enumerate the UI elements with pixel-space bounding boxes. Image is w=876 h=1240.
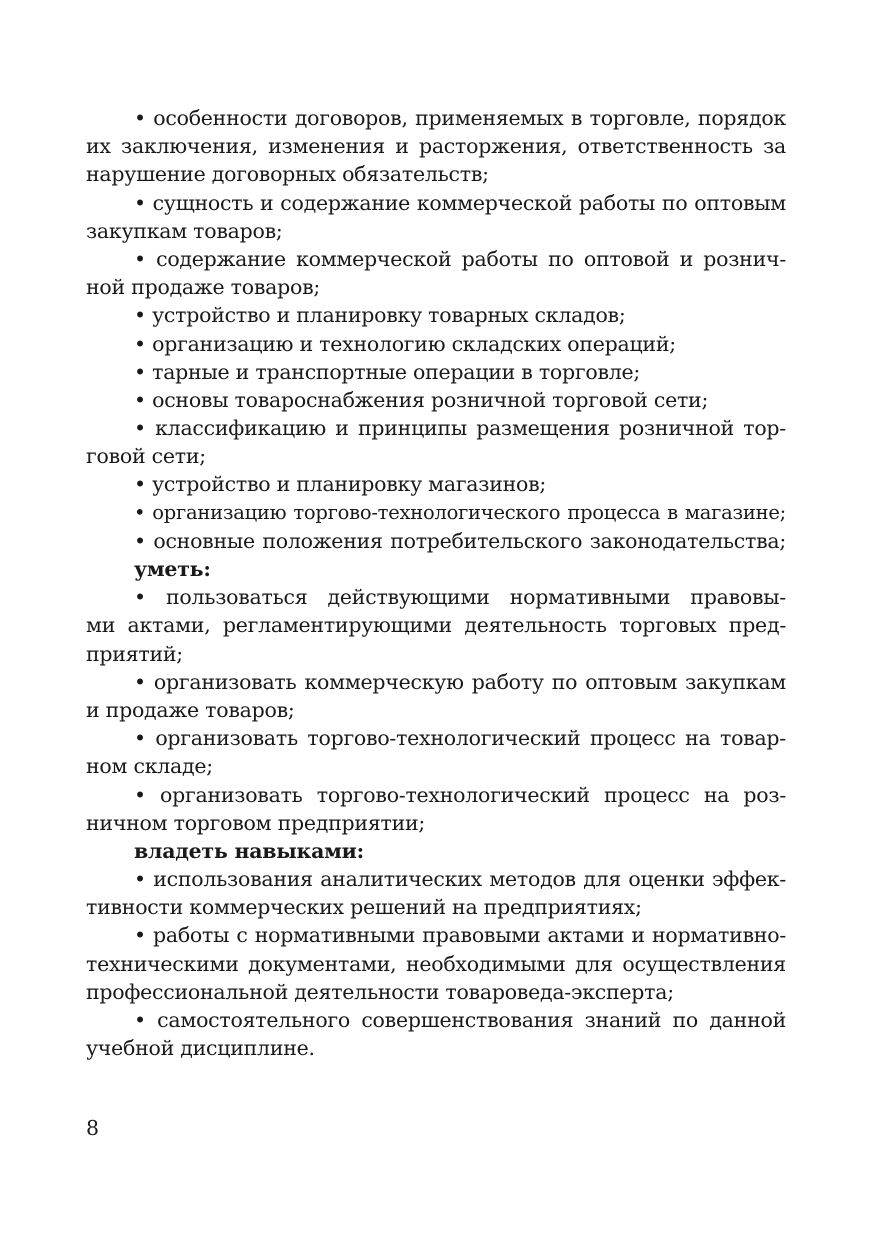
text-line: • содержание коммерческой работы по оптовой и рознич- — [134, 246, 786, 271]
text-line: ми актами, регламентирующими деятельность торговых пред- — [86, 613, 786, 638]
text-line: • пользоваться действующими нормативными правовы- — [134, 585, 786, 610]
text-line: • сущность и содержание коммерческой работы по оптовым — [134, 190, 786, 215]
text-line: говой сети; — [86, 444, 206, 469]
text-line: техническими документами, необходимыми для осуществления — [86, 951, 786, 976]
text-line: • основы товароснабжения розничной торговой сети; — [134, 387, 709, 412]
page-number: 8 — [86, 1116, 100, 1140]
text-line: • самостоятельного совершенствования знаний по данной — [134, 1008, 786, 1032]
text-line: • основные положения потребительского законодательства; — [134, 528, 786, 553]
section-heading: владеть навыками: — [134, 838, 364, 863]
text-line: • устройство и планировку магазинов; — [134, 472, 547, 497]
text-line: • классификацию и принципы размещения розничной тор- — [134, 416, 786, 441]
text-line: • работы с нормативными правовыми актами и нормативно- — [134, 923, 786, 948]
text-line: учебной дисциплине. — [86, 1036, 315, 1061]
text-line: ничном торговом предприятии; — [86, 810, 426, 835]
text-line: • организацию торгово-технологического процесса в магазине; — [134, 500, 786, 524]
page-body — [86, 104, 786, 1062]
text-line: тивности коммерческих решений на предприятиях; — [86, 895, 642, 920]
text-line: • особенности договоров, применяемых в торговле, порядок — [134, 106, 786, 130]
text-line: • использования аналитических методов для оценки эффек- — [134, 867, 786, 892]
text-line: нарушение договорных обязательств; — [86, 162, 489, 187]
text-line: • организовать торгово-технологический процесс на роз- — [134, 782, 786, 807]
text-line: их заключения, изменения и расторжения, ответственность за — [86, 134, 786, 159]
section-heading: уметь: — [134, 557, 211, 581]
text-line: ном складе; — [86, 754, 213, 779]
text-line: профессиональной деятельности товароведа-эксперта; — [86, 979, 674, 1004]
text-line: • тарные и транспортные операции в торговле; — [134, 359, 641, 384]
text-line: закупкам товаров; — [86, 218, 283, 243]
text-line: и продаже товаров; — [86, 697, 295, 722]
text-line: • организовать коммерческую работу по оптовым закупкам — [134, 669, 786, 694]
text-line: • устройство и планировку товарных складов; — [134, 303, 626, 328]
text-line: приятий; — [86, 641, 183, 666]
text-line: ной продаже товаров; — [86, 275, 321, 300]
text-line: • организовать торгово-технологический процесс на товар- — [134, 726, 786, 751]
text-line: • организацию и технологию складских операций; — [134, 331, 676, 356]
